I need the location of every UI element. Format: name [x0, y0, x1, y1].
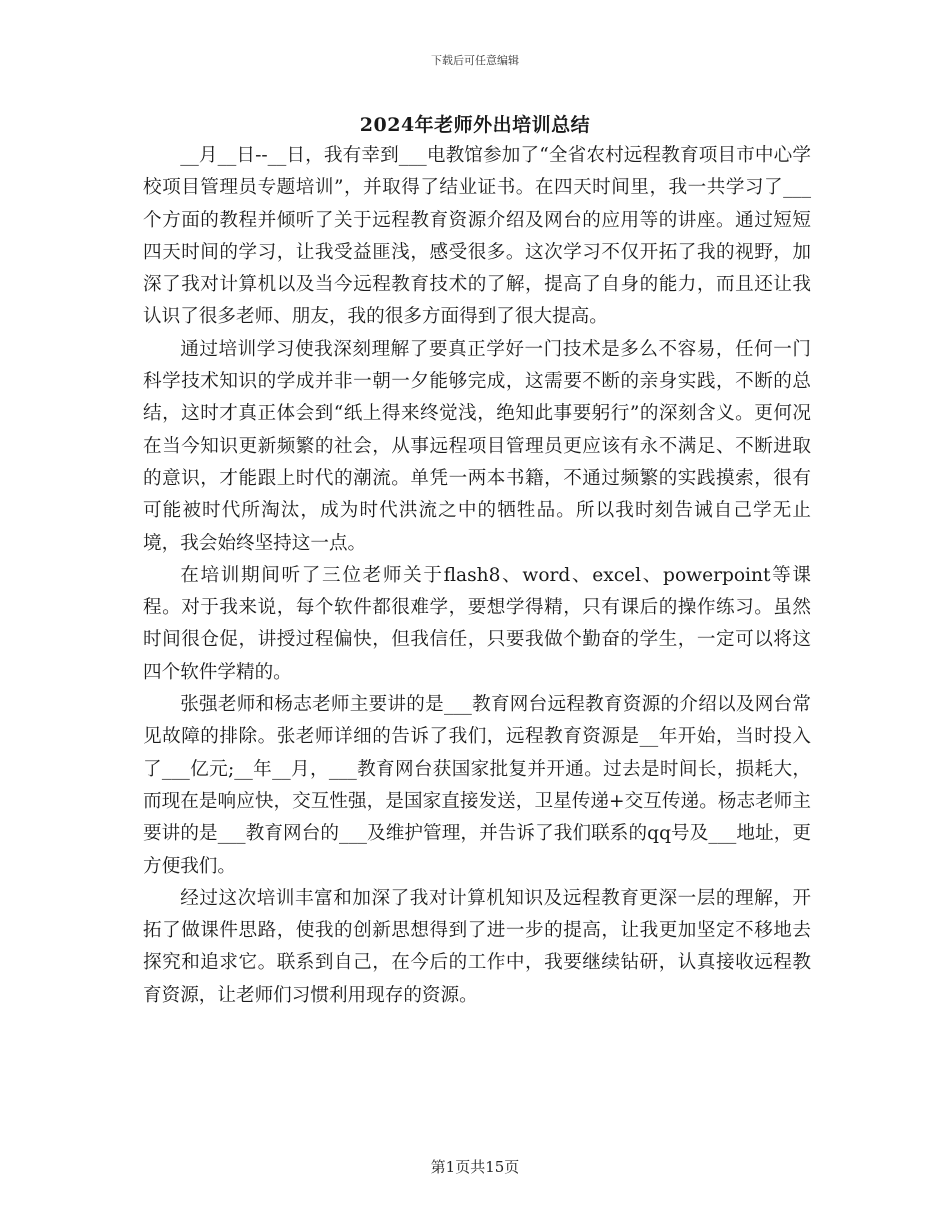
- document-body: [143, 140, 811, 1012]
- paragraph: 在培训期间听了三位老师关于flash8、word、excel、powerpoint等课程。对于我来说，每个软件都很难学，要想学得精，只有课后的操作练习。虽然时间很仓促，讲授过程偏快，但我信任，只要我做个勤奋的学生，一定可以将这四个软件学精的。: [143, 564, 811, 683]
- paragraph: 通过培训学习使我深刻理解了要真正学好一门技术是多么不容易，任何一门科学技术知识的学成并非一朝一夕能够完成，这需要不断的亲身实践，不断的总结，这时才真正体会到“纸上得来终觉浅，绝知此事要躬行”的深刻含义。更何况在当今知识更新频繁的社会，从事远程项目管理员更应该有永不满足、不断进取的意识，才能跟上时代的潮流。单凭一两本书籍，不通过频繁的实践摸索，很有可能被时代所淘汰，成为时代洪流之中的牺牲品。所以我时刻告诫自己学无止境，我会始终坚持这一点。: [143, 338, 811, 554]
- paragraph: 经过这次培训丰富和加深了我对计算机知识及远程教育更深一层的理解，开拓了做课件思路，使我的创新思想得到了进一步的提高，让我更加坚定不移地去探究和追求它。联系到自己，在今后的工作中，我要继续钻研，认真接收远程教育资源，让老师们习惯利用现存的资源。: [143, 887, 811, 1006]
- paragraph: 张强老师和杨志老师主要讲的是___教育网台远程教育资源的介绍以及网台常见故障的排除。张老师详细的告诉了我们，远程教育资源是__年开始，当时投入了___亿元;__年__月，___教育网台获国家批复并开通。过去是时间长，损耗大，而现在是响应快，交互性强，是国家直接发送，卫星传递+交互传递。杨志老师主要讲的是___教育网台的___及维护管理，并告诉了我们联系的qq号及___地址，更方便我们。: [143, 694, 811, 877]
- document-title: 2024年老师外出培训总结: [359, 114, 591, 136]
- page-header-note: 下载后可任意编辑: [431, 54, 519, 67]
- page-number: 第1页共15页: [430, 1158, 520, 1176]
- paragraph: __月__日--__日，我有幸到___电教馆参加了“全省农村远程教育项目市中心学校项目管理员专题培训”，并取得了结业证书。在四天时间里，我一共学习了___个方面的教程并倾听了关于远程教育资源介绍及网台的应用等的讲座。通过短短四天时间的学习，让我受益匪浅，感受很多。这次学习不仅开拓了我的视野，加深了我对计算机以及当今远程教育技术的了解，提高了自身的能力，而且还让我认识了很多老师、朋友，我的很多方面得到了很大提高。: [143, 145, 811, 328]
